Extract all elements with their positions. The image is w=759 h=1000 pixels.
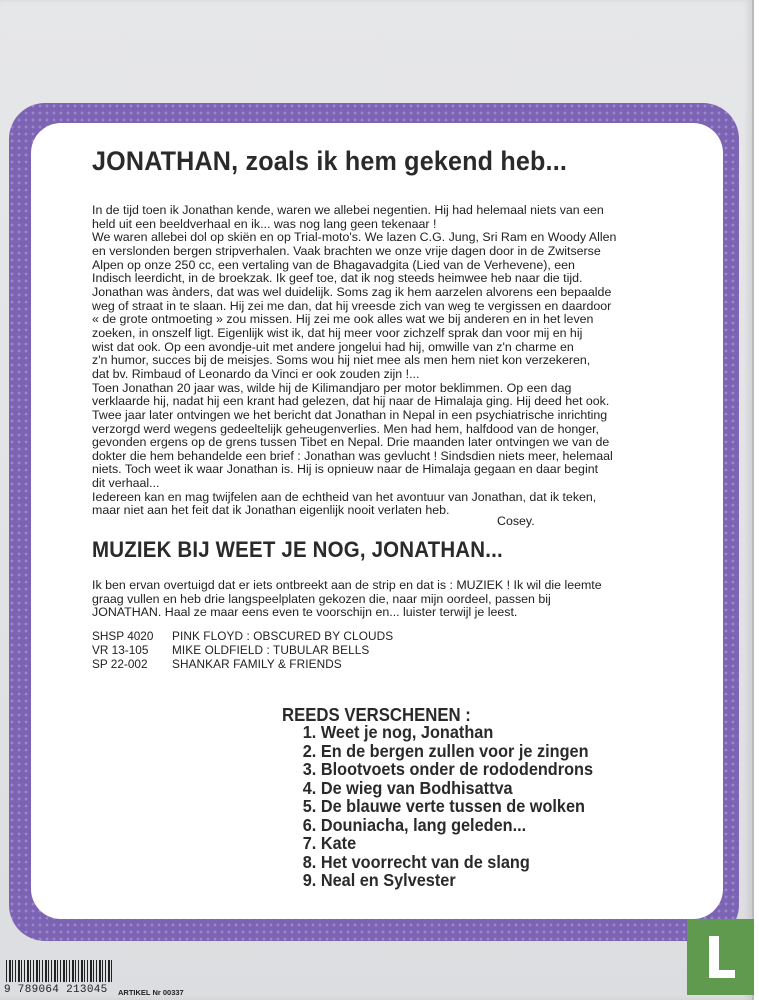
story-line: held uit een beeldverhaal en ik... was nog lang geen tekenaar ! bbox=[92, 216, 437, 231]
record-title: SHANKAR FAMILY & FRIENDS bbox=[172, 657, 342, 671]
record-code: VR 13-105 bbox=[92, 643, 149, 657]
published-item bbox=[294, 742, 593, 761]
music-heading: MUZIEK BIJ WEET JE NOG, JONATHAN... bbox=[92, 537, 503, 562]
story-line: maar niet aan het feit dat ik Jonathan eigenlijk nooit verlaten heb. bbox=[92, 503, 450, 518]
published-item-number: 4. bbox=[302, 777, 317, 798]
published-item-title: Weet je nog, Jonathan bbox=[320, 722, 494, 742]
published-item bbox=[294, 871, 593, 890]
published-item-number: 9. bbox=[302, 870, 317, 891]
article-number: ARTIKEL Nr 00337 bbox=[118, 988, 184, 997]
published-item-title: Blootvoets onder de rododendrons bbox=[320, 759, 594, 780]
music-intro-line: graag vullen en heb drie langspeelplaten gekozen die, naar mijn oordeel, passen bij bbox=[92, 591, 551, 606]
story-line: Jonathan was ànders, dat was wel duidelijk. Soms zag ik hem aarzelen alvorens een bepaalde bbox=[92, 284, 612, 299]
published-heading: REEDS VERSCHENEN : bbox=[282, 705, 471, 725]
music-intro-line: JONATHAN. Haal ze maar eens even te voorschijn en... luister terwijl je leest. bbox=[92, 605, 518, 620]
story-line: verklaarde hij, nadat hij een krant had gelezen, dat hij naar de Himalaja ging. Hij deed het ook. bbox=[92, 394, 610, 409]
story-line: Indisch leerdicht, in de broekzak. Ik geef toe, dat ik nog steeds heimwee heb naar die tijd. bbox=[92, 271, 583, 286]
story-line: dat bv. Rimbaud of Leonardo da Vinci er ook zouden zijn !... bbox=[92, 366, 420, 381]
record-code: SHSP 4020 bbox=[92, 629, 154, 643]
published-item-number: 1. bbox=[302, 722, 317, 742]
barcode-icon bbox=[6, 960, 114, 982]
published-item bbox=[294, 797, 593, 816]
published-item bbox=[294, 853, 593, 872]
story-line: en verslonden bergen stripverhalen. Vaak brachten we onze vrije dagen door in de Zwitserse bbox=[92, 243, 601, 258]
story-line: niets. Toch weet ik waar Jonathan is. Hij is opnieuw naar de Himalaja gegaan en daar begint bbox=[92, 462, 599, 477]
record-list bbox=[92, 629, 393, 671]
story-line: « de grote ontmoeting » zou missen. Hij zei me ook alles wat we bij anderen en in het leven bbox=[92, 312, 594, 327]
story-line: In de tijd toen ik Jonathan kende, waren we allebei negentien. Hij had helemaal niets van een bbox=[92, 203, 604, 217]
record-code: SP 22-002 bbox=[92, 657, 148, 671]
published-item-title: En de bergen zullen voor je zingen bbox=[320, 740, 589, 761]
record-title: PINK FLOYD : OBSCURED BY CLOUDS bbox=[172, 629, 394, 643]
published-item-title: De blauwe verte tussen de wolken bbox=[320, 796, 585, 817]
published-item bbox=[294, 760, 593, 779]
published-item-number: 2. bbox=[302, 740, 317, 761]
published-item-title: Neal en Sylvester bbox=[320, 870, 456, 891]
published-item-number: 5. bbox=[302, 796, 317, 817]
publisher-l-logo-icon bbox=[707, 934, 737, 980]
story-line: We waren allebei dol op skiën en op Trial-moto's. We lazen C.G. Jung, Sri Ram en Woody Allen bbox=[92, 230, 617, 245]
story-line: Twee jaar later ontvingen we het bericht dat Jonathan in Nepal in een psychiatrische inrichting bbox=[92, 407, 608, 422]
published-item bbox=[294, 834, 593, 853]
story-line: zoeken, in onszelf ligt. Eigenlijk wist ik, dat hij meer voor zichzelf sprak dan voor mij en hij bbox=[92, 325, 583, 340]
isbn-number: 9 789064 213045 bbox=[4, 984, 108, 996]
story-line: weg of straat in te slaan. Hij zei me dan, dat hij vreesde zich van weg te vergissen en daardoor bbox=[92, 298, 612, 313]
record-title: MIKE OLDFIELD : TUBULAR BELLS bbox=[172, 643, 370, 657]
story-line: dit verhaal... bbox=[92, 476, 160, 491]
music-intro-text bbox=[92, 579, 652, 620]
story-line: Toen Jonathan 20 jaar was, wilde hij de Kilimandjaro per motor beklimmen. Op een dag bbox=[92, 380, 572, 395]
story-line: verzorgd werd wegens gedeeltelijk geheugenverlies. Men had hem, halfdood van de honger, bbox=[92, 421, 599, 436]
music-intro-line: Ik ben ervan overtuigd dat er iets ontbreekt aan de strip en dat is : MUZIEK ! Ik wil die leemte bbox=[92, 578, 602, 592]
published-item bbox=[294, 816, 593, 835]
story-line: z'n humor, succes bij de meisjes. Soms wou hij niet mee als men hem niet kon verzekeren, bbox=[92, 353, 591, 368]
published-item-title: Kate bbox=[320, 833, 357, 854]
record-item bbox=[92, 657, 393, 671]
story-line: Alpen op onze 250 cc, een vertaling van de Bhagavadgita (Lied van de Verhevene), een bbox=[92, 257, 575, 272]
story-line: wist dat ook. Op een avondje-uit met andere jongelui had hij, omwille van z'n charme en bbox=[92, 339, 574, 354]
author-signature: Cosey. bbox=[497, 514, 535, 528]
published-item-title: De wieg van Bodhisattva bbox=[320, 777, 513, 798]
published-item bbox=[294, 779, 593, 798]
story-line: gevonden ergens op de grens tussen Tibet en Nepal. Drie maanden later ontvingen we van de bbox=[92, 435, 610, 450]
story-text bbox=[92, 204, 652, 518]
story-line: dokter die hem behandelde een brief : Jonathan was gevlucht ! Sindsdien niets meer, helemaal bbox=[92, 448, 613, 463]
published-item-number: 7. bbox=[302, 833, 317, 854]
record-item bbox=[92, 629, 393, 643]
published-titles-list bbox=[294, 723, 616, 890]
published-item-number: 8. bbox=[302, 851, 317, 872]
published-item bbox=[294, 723, 593, 742]
published-item-title: Het voorrecht van de slang bbox=[320, 851, 530, 872]
published-item-title: Douniacha, lang geleden... bbox=[320, 814, 527, 835]
page-title: JONATHAN, zoals ik hem gekend heb... bbox=[92, 146, 568, 176]
record-item bbox=[92, 643, 393, 657]
published-item-number: 6. bbox=[302, 814, 317, 835]
published-item-number: 3. bbox=[302, 759, 317, 780]
story-line: Iedereen kan en mag twijfelen aan de echtheid van het avontuur van Jonathan, dat ik teken, bbox=[92, 489, 597, 504]
